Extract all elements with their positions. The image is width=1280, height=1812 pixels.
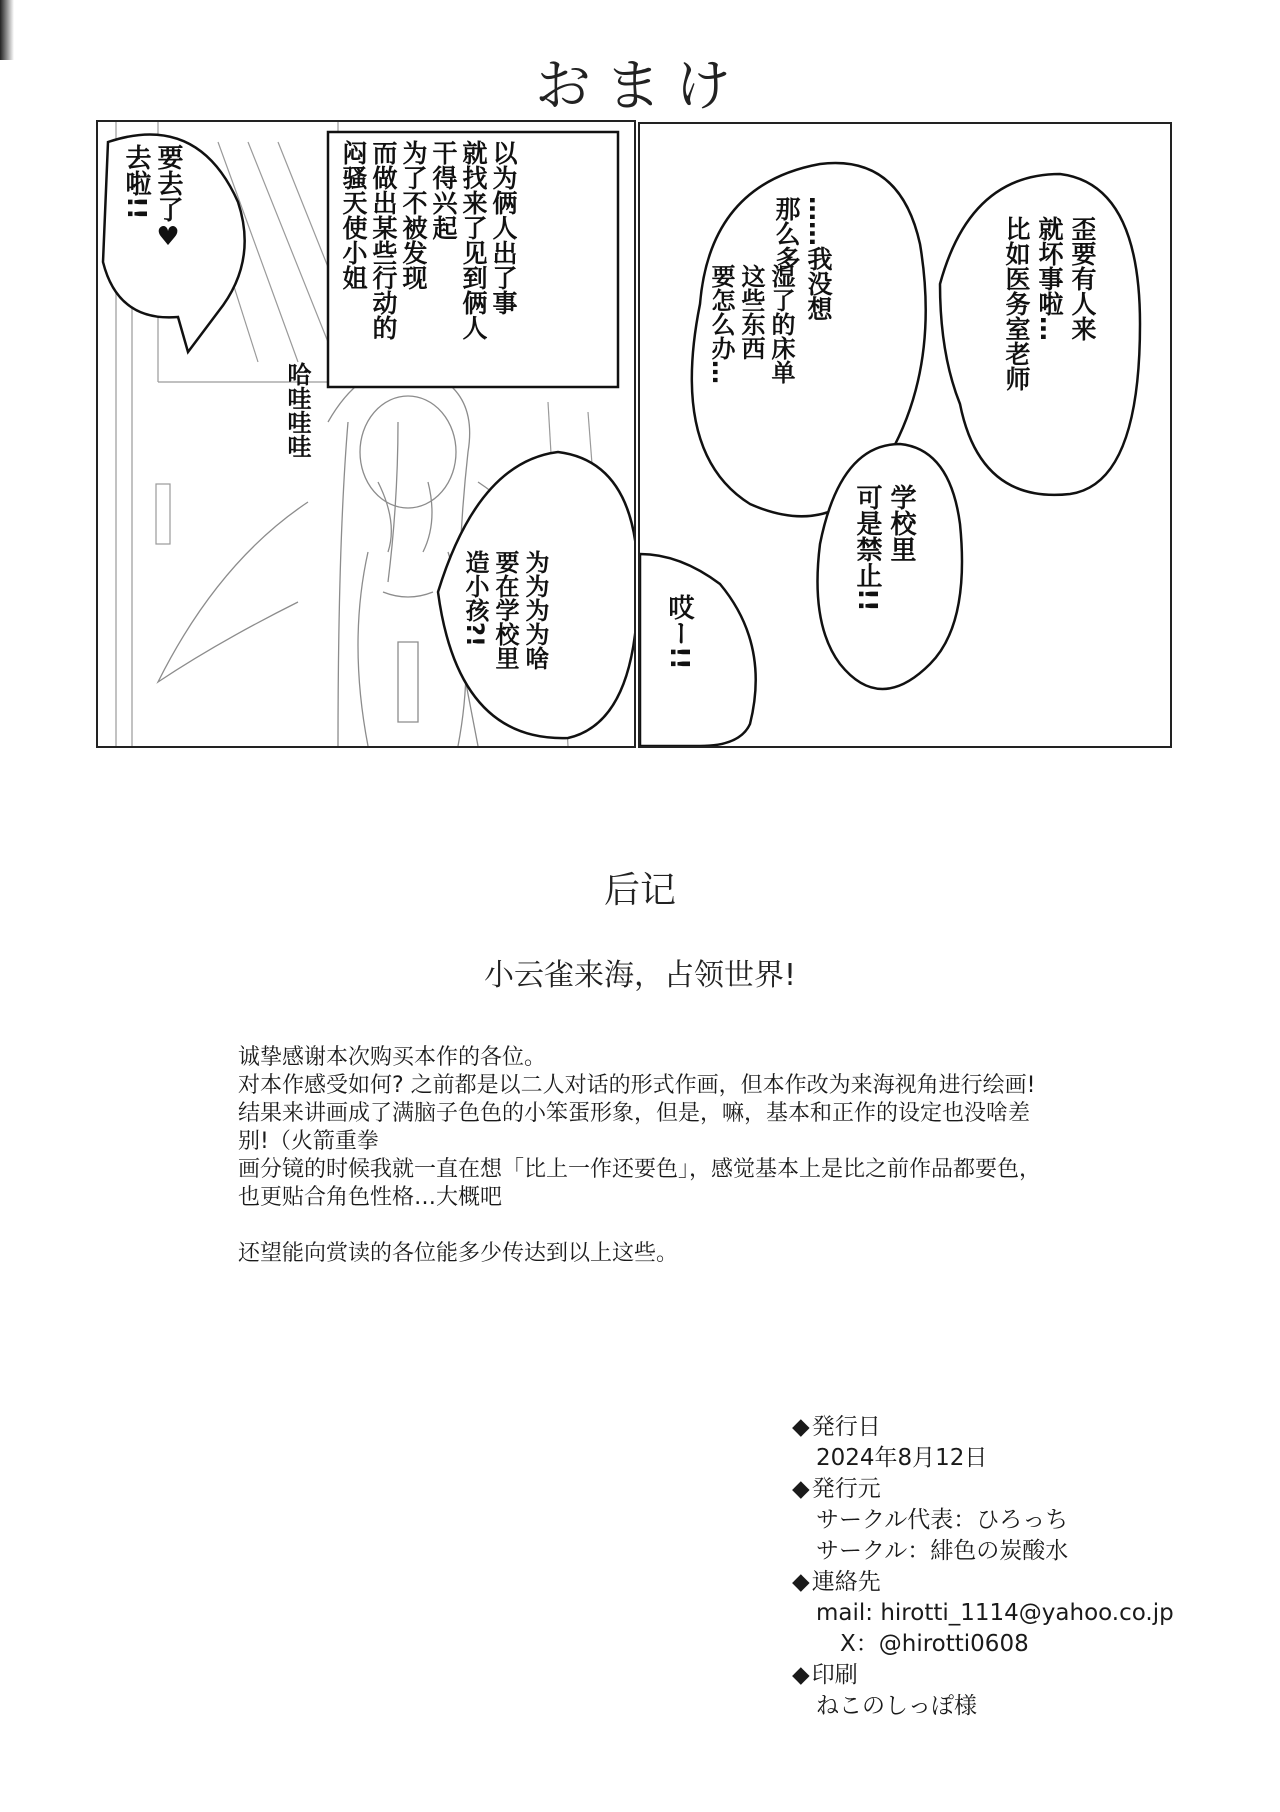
issue-date-label: ◆ 発行日 (792, 1412, 1232, 1443)
scan-edge-shadow (0, 0, 14, 60)
afterword-paragraph: 对本作感受如何? 之前都是以二人对话的形式作画，但本作改为来海视角进行绘画! (238, 1073, 1036, 1098)
afterword-paragraph: 诚挚感谢本次购买本作的各位。 (238, 1045, 547, 1070)
speech-bubble-why: 为为为为啥 要在学校里 造小孩?! (461, 550, 549, 670)
page-title: おまけ (535, 54, 745, 119)
comic-panel-left (96, 120, 636, 748)
speech-bubble-going: 要去了♥ 去啦!! (121, 144, 183, 252)
contact-mail: mail: hirotti_1114@yahoo.co.jp (816, 1600, 1174, 1626)
circle-name: サークル：緋色の炭酸水 (816, 1538, 1069, 1564)
afterword-title: 后记 (603, 870, 676, 911)
printer-label: ◆ 印刷 (792, 1660, 1232, 1691)
issue-date: 2024年8月12日 (816, 1445, 988, 1471)
afterword-paragraph: 也更贴合角色性格…大概吧 (238, 1185, 503, 1210)
afterword-closing: 还望能向赏读的各位能多少传达到以上这些。 (238, 1241, 679, 1266)
paragraph-gap (238, 1212, 1138, 1240)
speech-bubble-didnt-think: ……我没想 那么多 (772, 196, 833, 321)
comic-panel-right (638, 122, 1172, 748)
afterword-paragraph: 别!（火箭重拳 (238, 1129, 379, 1154)
speech-bubble-huh: 哎ー!! (664, 594, 694, 670)
afterword-body (238, 1044, 1138, 1268)
narration-box: 以为俩人出了事 就找来了见到俩人 干得兴起 为了不被发现 而做出某些行动的 闷骚天使小姐 (339, 140, 518, 340)
sound-effect-wawa: 哈哇哇哇 (283, 362, 311, 458)
afterword-subtitle: 小云雀来海，占领世界! (483, 958, 797, 993)
afterword-paragraph: 画分镜的时候我就一直在想「比上一作还要色」，感觉基本上是比之前作品都要色， (238, 1157, 1042, 1182)
colophon (792, 1412, 1232, 1722)
publisher-label: ◆ 発行元 (792, 1474, 1232, 1505)
circle-representative: サークル代表：ひろっち (816, 1507, 1069, 1533)
printer-name: ねこのしっぽ様 (816, 1693, 977, 1719)
speech-bubble-nurse: 歪要有人来 就坏事啦… 比如医务室老师 (1002, 216, 1097, 391)
contact-x-account: X：@hirotti0608 (840, 1631, 1029, 1657)
speech-bubble-bedsheet: 湿了的床单 这些东西 要怎么办… (707, 264, 795, 384)
afterword-paragraph: 结果来讲画成了满脑子色色的小笨蛋形象，但是，嘛，基本和正作的设定也没啥差 (238, 1101, 1031, 1126)
speech-bubble-forbidden: 学校里 可是禁止!! (852, 484, 916, 612)
contact-label: ◆ 連絡先 (792, 1567, 1232, 1598)
